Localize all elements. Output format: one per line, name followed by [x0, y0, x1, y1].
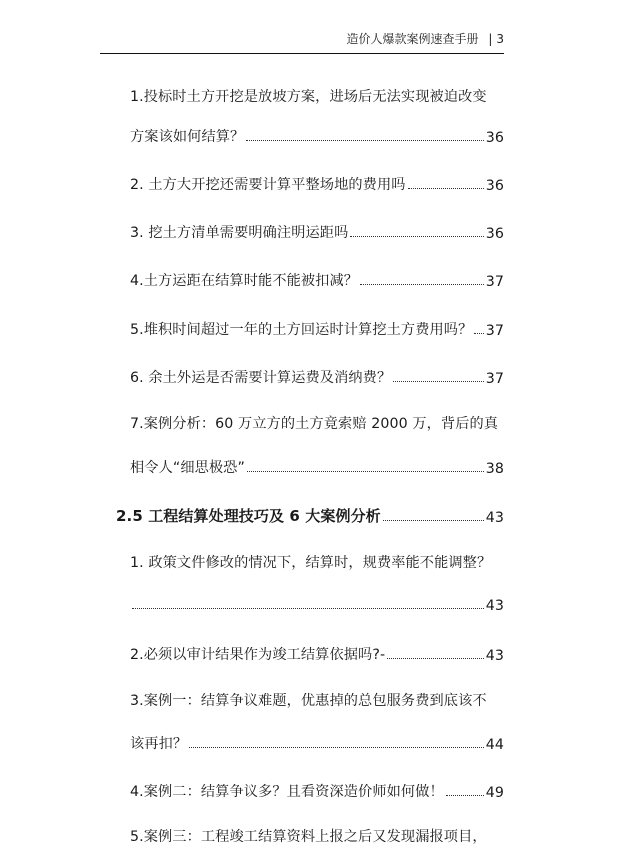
header-title: 造价人爆款案例速查手册: [346, 32, 479, 46]
toc-entry-7-line2[interactable]: [130, 455, 504, 477]
toc-entry-f2[interactable]: [130, 642, 504, 664]
toc-page-number: 37: [485, 323, 504, 339]
leader-dots: [132, 608, 484, 609]
toc-page-number: 49: [485, 785, 504, 801]
toc-section-title: 2.5 工程结算处理技巧及 6 大案例分析: [116, 507, 381, 525]
toc-entry-f1-line1[interactable]: [130, 552, 510, 574]
toc-entry-text: 6. 余土外运是否需要计算运费及消纳费？: [130, 370, 392, 386]
toc-entry-1-line2[interactable]: [130, 124, 504, 146]
toc-entry-f1-line2[interactable]: [130, 592, 504, 614]
leader-dots: [189, 747, 484, 748]
toc-entry-text: 2.必须以审计结果作为竣工结算依据吗?-: [130, 647, 386, 663]
toc-entry-3[interactable]: [130, 220, 504, 242]
toc-entry-text: 5.堆积时间超过一年的土方回运时计算挖土方费用吗？: [130, 322, 473, 338]
toc-entry-1-line1[interactable]: [130, 86, 510, 108]
toc-entry-7-line1[interactable]: [130, 413, 510, 435]
toc-entry-f3-line2[interactable]: [130, 731, 504, 753]
toc-entry-5[interactable]: [130, 317, 504, 339]
toc-entry-f3-line1[interactable]: [130, 690, 510, 712]
toc-page-number: 37: [485, 274, 504, 290]
toc-entry-text: 2. 土方大开挖还需要计算平整场地的费用吗: [130, 177, 406, 193]
toc-page-number: 36: [485, 178, 504, 194]
leader-dots: [446, 795, 484, 796]
toc-entry-text: 该再扣？: [130, 736, 188, 752]
toc-page-number: 43: [485, 648, 504, 664]
toc-entry-6[interactable]: [130, 365, 504, 387]
header-separator: |: [488, 32, 493, 46]
leader-dots: [408, 188, 484, 189]
leader-dots: [246, 140, 483, 141]
leader-dots: [474, 333, 483, 334]
leader-dots: [387, 658, 484, 659]
toc-entry-text: 4.土方运距在结算时能不能被扣减？: [130, 273, 359, 289]
toc-entry-text: 7.案例分析：60 万立方的土方竟索赔 2000 万，背后的真: [130, 416, 499, 432]
toc-page-number: 43: [485, 598, 504, 614]
leader-dots: [247, 471, 484, 472]
toc-page-number: 44: [485, 737, 504, 753]
toc-page-number: 37: [485, 371, 504, 387]
toc-entry-4[interactable]: [130, 268, 504, 290]
toc-page-number: 36: [485, 130, 504, 146]
toc-entry-text: 3.案例一：结算争议难题，优惠掉的总包服务费到底该不: [130, 693, 487, 709]
leader-dots: [393, 381, 483, 382]
toc-page-number: 38: [485, 461, 504, 477]
leader-dots: [350, 236, 483, 237]
leader-dots: [383, 520, 484, 521]
toc-entry-text: 方案该如何结算？: [130, 129, 245, 145]
toc-entry-text: 1. 政策文件修改的情况下，结算时，规费率能不能调整？: [130, 555, 492, 571]
toc-entry-text: 5.案例三：工程竣工结算资料上报之后又发现漏报项目，: [130, 829, 487, 845]
toc-page-number: 36: [485, 226, 504, 242]
toc-section-2-5[interactable]: [116, 504, 504, 526]
toc-entry-f5-line1[interactable]: [130, 826, 510, 848]
toc-entry-f4[interactable]: [130, 779, 504, 801]
leader-dots: [360, 284, 484, 285]
toc-entry-text: 4.案例二：结算争议多？且看资深造价师如何做！: [130, 784, 444, 800]
toc-entry-text: 1.投标时土方开挖是放坡方案，进场后无法实现被迫改变: [130, 89, 487, 105]
toc-entry-text: 3. 挖土方清单需要明确注明运距吗: [130, 225, 349, 241]
header-page-number: 3: [496, 32, 504, 46]
toc-page-number: 43: [485, 510, 504, 526]
toc-entry-2[interactable]: [130, 172, 504, 194]
toc-entry-text: 相令人“细思极恐”: [130, 460, 245, 476]
